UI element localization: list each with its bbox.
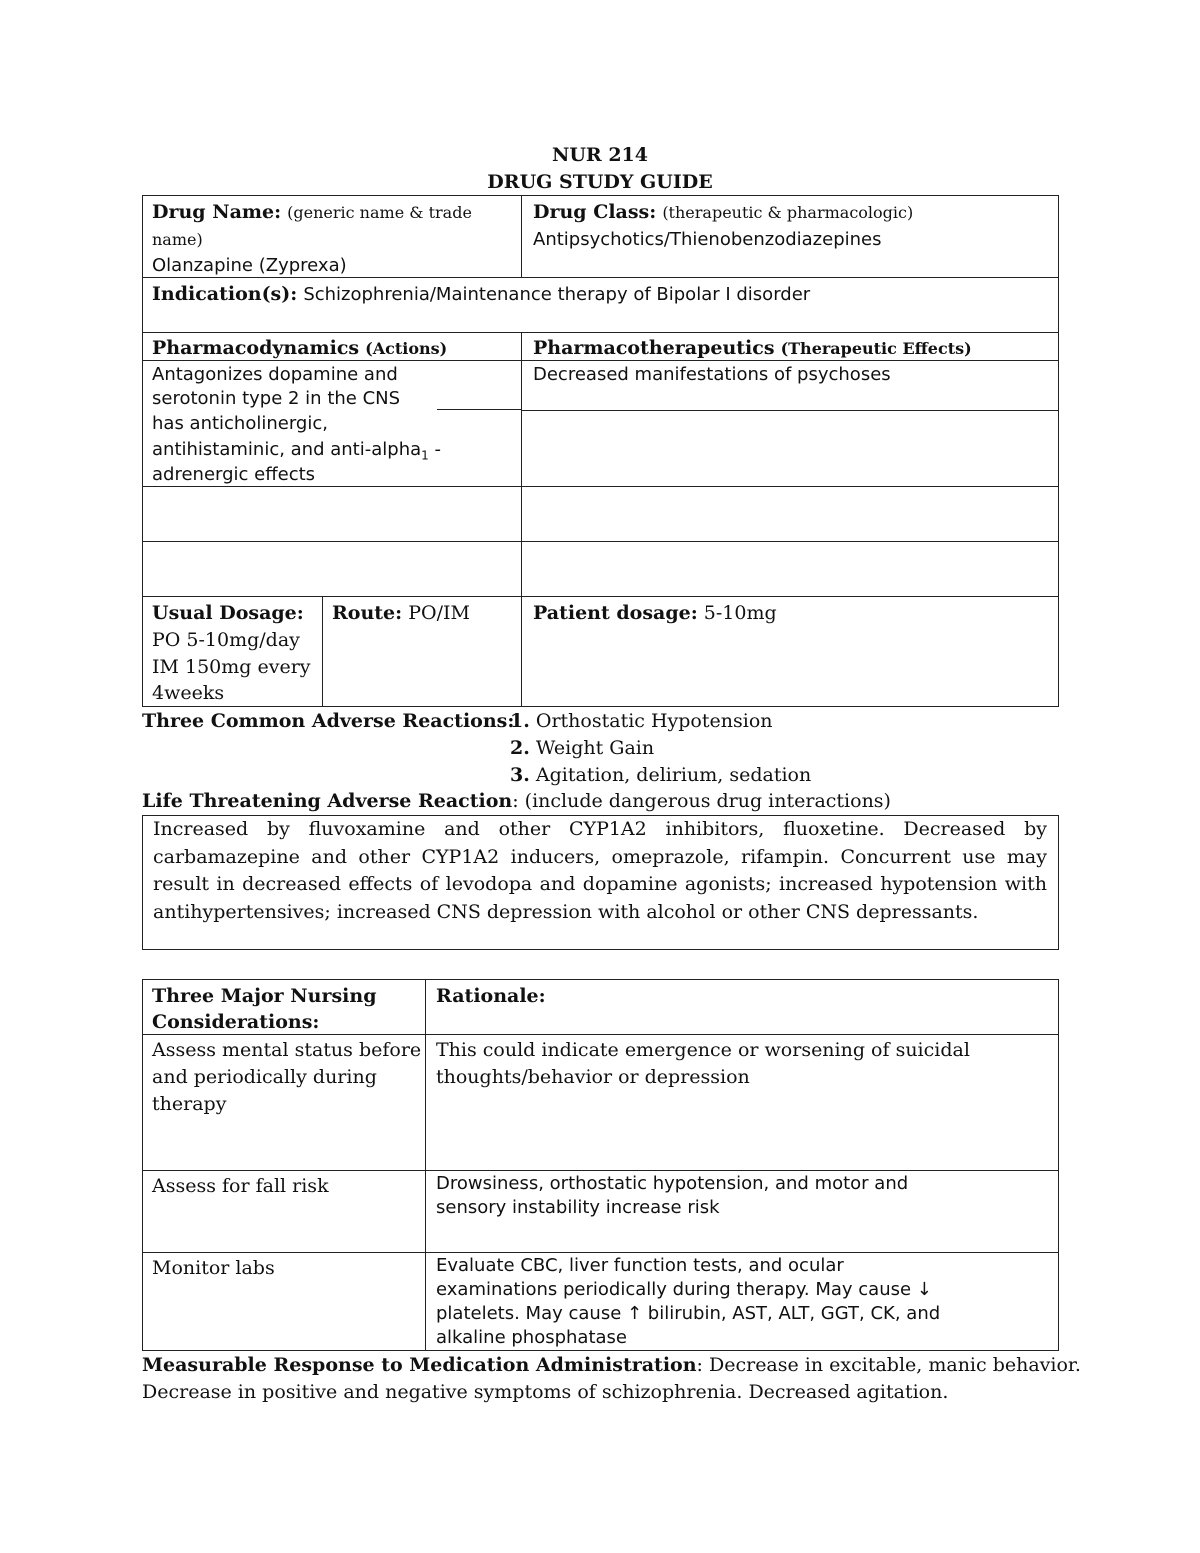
action-line-dash: - [428,439,441,460]
rationale-line: Evaluate CBC, liver function tests, and ocular [436,1255,844,1276]
adverse-item [510,762,811,789]
indication-value: Schizophrenia/Maintenance therapy of Bipolar I disorder [303,284,811,305]
adverse-item-number: 2. [510,737,530,759]
adverse-item [510,708,773,735]
table-divider [142,332,1059,333]
usual-dosage-line: PO 5-10mg/day [152,629,300,651]
table-divider [142,596,1059,597]
nursing-header-line: Considerations: [152,1011,320,1033]
nursing-header-line: Three Major Nursing [152,985,377,1007]
table-divider [142,541,1059,542]
rationale-line: This could indicate emergence or worsening of suicidal [436,1039,970,1061]
document-title: DRUG STUDY GUIDE [487,171,713,193]
adverse-item-text: Weight Gain [535,737,655,759]
life-threatening-heading [142,788,891,815]
life-threatening-text: Increased by fluvoxamine and other CYP1A2 inhibitors, fluoxetine. Decreased by carbamazepine and other CYP1A2 inducers, omeprazole, rifampin. Concurrent use may result in decreased effects of levodopa and dopamine agonists; increased hypotension with antihypertensives; increased CNS depression with alcohol or other CNS depressants. [153,818,1047,923]
pharmacodynamics-label: Pharmacodynamics [152,337,360,359]
life-threatening-suffix: : (include dangerous drug interactions) [512,790,891,812]
consideration-line: and periodically during [152,1066,377,1088]
table-divider [521,410,1059,411]
drug-class-hint: (therapeutic & pharmacologic) [662,203,914,222]
adverse-item-text: Agitation, delirium, sedation [535,764,812,786]
measurable-response-label: Measurable Response to Medication Administration [142,1354,697,1376]
pharmacodynamics-hint: (Actions) [365,339,448,358]
alpha-subscript: 1 [421,448,429,463]
action-line-text: antihistaminic, and anti-alpha [152,439,422,460]
adverse-reactions-label: Three Common Adverse Reactions: [142,710,515,732]
rationale-line: sensory instability increase risk [436,1197,720,1218]
patient-dosage-cell [533,600,777,627]
therapeutic-effect-value: Decreased manifestations of psychoses [533,364,891,385]
pharmacotherapeutics-label: Pharmacotherapeutics [533,337,775,359]
consideration-line: therapy [152,1093,227,1115]
life-threatening-label: Life Threatening Adverse Reaction [142,790,513,812]
measurable-response-line [142,1352,1081,1379]
indication-row [152,281,810,308]
adverse-item-number: 3. [510,764,530,786]
table-divider [521,195,522,278]
route-value: PO/IM [408,602,470,624]
underline-mark [437,409,521,410]
rationale-header: Rationale: [436,985,546,1007]
drug-name-hint-continued: name) [152,230,203,249]
adverse-item-text: Orthostatic Hypotension [535,710,773,732]
rationale-line: thoughts/behavior or depression [436,1066,750,1088]
consideration-line: Assess for fall risk [152,1175,329,1197]
pharmacotherapeutics-header [533,335,972,362]
drug-name-heading [152,199,472,226]
rationale-line: Drowsiness, orthostatic hypotension, and motor and [436,1173,909,1194]
adverse-item [510,735,654,762]
course-number: NUR 214 [551,144,648,166]
underline-mark [340,486,521,487]
action-line: Antagonizes dopamine and [152,364,398,385]
route-cell [332,600,470,627]
drug-class-value: Antipsychotics/Thienobenzodiazepines [533,229,882,250]
drug-name-value: Olanzapine (Zyprexa) [152,255,347,276]
usual-dosage-label: Usual Dosage: [152,602,304,624]
patient-dosage-value: 5-10mg [703,602,777,624]
patient-dosage-label: Patient dosage: [533,602,698,624]
rationale-line: alkaline phosphatase [436,1327,628,1348]
measurable-response-text: : Decrease in excitable, manic behavior. [696,1354,1081,1376]
measurable-response-line: Decrease in positive and negative symptoms of schizophrenia. Decreased agitation. [142,1381,949,1403]
table-divider [322,596,323,707]
consideration-line: Monitor labs [152,1257,275,1279]
rationale-line: examinations periodically during therapy. May cause ↓ [436,1279,932,1300]
drug-class-label: Drug Class: [533,201,657,223]
usual-dosage-line: IM 150mg every [152,656,311,678]
action-line: adrenergic effects [152,464,316,485]
pharmacotherapeutics-hint: (Therapeutic Effects) [780,339,972,358]
drug-name-label: Drug Name: [152,201,282,223]
indication-label: Indication(s): [152,283,298,305]
drug-class-heading [533,199,913,226]
adverse-item-number: 1. [510,710,530,732]
drug-name-hint: (generic name & trade [287,203,472,222]
route-label: Route: [332,602,403,624]
rationale-line: platelets. May cause ↑ bilirubin, AST, ALT, GGT, CK, and [436,1303,941,1324]
table-divider [521,332,522,707]
consideration-line: Assess mental status before [152,1039,422,1061]
action-line: serotonin type 2 in the CNS [152,388,401,409]
usual-dosage-line: 4weeks [152,682,225,704]
pharmacodynamics-header [152,335,447,362]
action-line: has anticholinergic, [152,413,328,434]
